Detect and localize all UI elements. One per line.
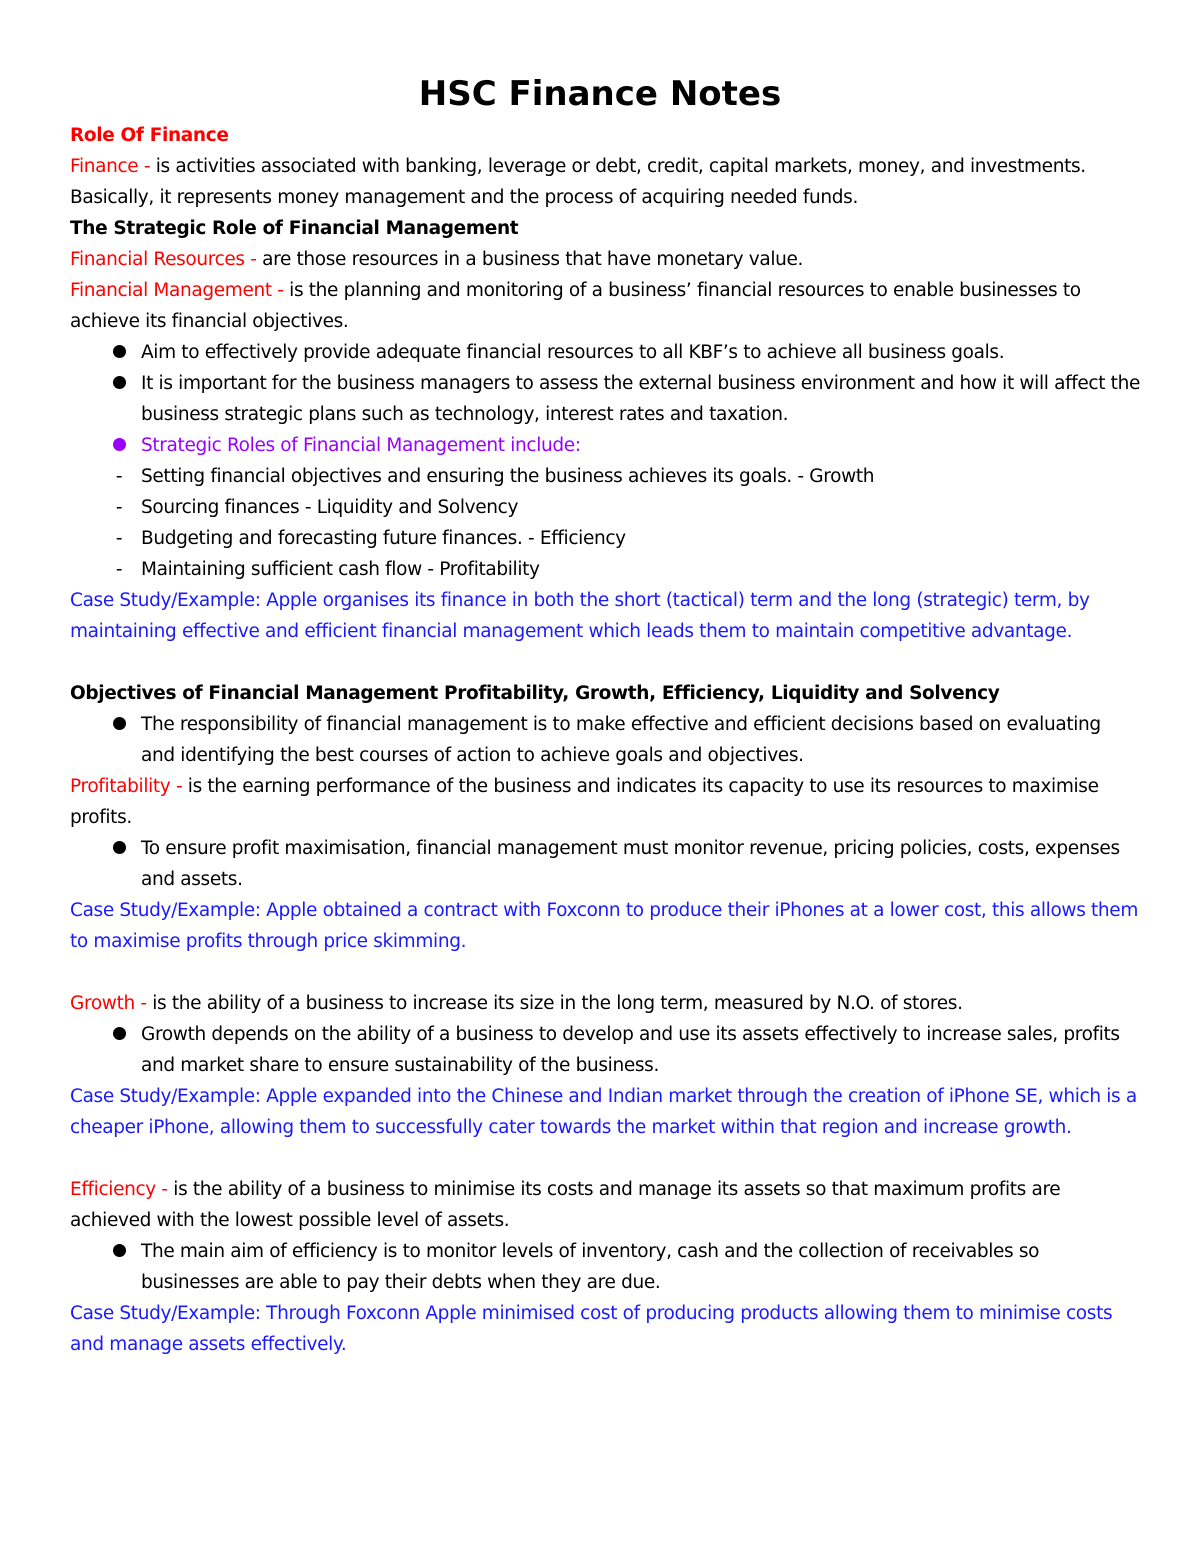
efficiency-def-text: is the ability of a business to minimise its costs and manage its assets so that maximum profits are achieved with the lowest possible level of assets. — [70, 1179, 1061, 1231]
financial-management-def-text: is the planning and monitoring of a business’ financial resources to enable businesses to achieve its financial objectives. — [70, 280, 1081, 332]
case-study-iphone-se: Case Study/Example: Apple expanded into the Chinese and Indian market through the creation of iPhone SE, which is a cheaper iPhone, allowing them to successfully cater towards the market within that region and increase growth. — [70, 1086, 1137, 1138]
strategic-role-heading: The Strategic Role of Financial Management — [70, 218, 519, 239]
profitability-def-text: is the earning performance of the business and indicates its capacity to use its resources to maximise profits. — [70, 776, 1099, 828]
list-item — [70, 337, 1140, 368]
dash-item-text: Maintaining sufficient cash flow - Profitability — [141, 559, 540, 580]
spacer — [70, 647, 1140, 678]
dash-item-text: Budgeting and forecasting future finances. - Efficiency — [141, 528, 626, 549]
growth-definition — [70, 988, 1140, 1019]
case-study-apple-strategy: Case Study/Example: Apple organises its finance in both the short (tactical) term and the long (strategic) term, by maintaining effective and efficient financial management which leads them to maintain competitive advantage. — [70, 590, 1090, 642]
case-study-foxconn-contract: Case Study/Example: Apple obtained a contract with Foxconn to produce their iPhones at a lower cost, this allows them to maximise profits through price skimming. — [70, 900, 1138, 952]
spacer — [70, 1143, 1140, 1174]
list-item — [70, 430, 1140, 461]
bullet-icon — [107, 430, 131, 461]
growth-term: Growth - — [70, 993, 147, 1014]
dash-list-item — [70, 492, 1140, 523]
financial-resources-term: Financial Resources - — [70, 249, 257, 270]
dash-icon: - — [115, 559, 123, 580]
list-item — [70, 709, 1140, 771]
dash-list-item — [70, 554, 1140, 585]
financial-resources-def-text: are those resources in a business that have monetary value. — [256, 249, 804, 270]
efficiency-definition — [70, 1174, 1140, 1236]
bullet-icon — [107, 1236, 131, 1267]
list-item — [70, 1236, 1140, 1298]
spacer — [70, 957, 1140, 988]
bullet-icon — [107, 833, 131, 864]
finance-term: Finance - — [70, 156, 151, 177]
dash-list-item — [70, 461, 1140, 492]
bullet-icon — [107, 337, 131, 368]
growth-def-text: is the ability of a business to increase its size in the long term, measured by N.O. of stores. — [146, 993, 963, 1014]
list-item-text: The main aim of efficiency is to monitor levels of inventory, cash and the collection of receivables so businesses are able to pay their debts when they are due. — [141, 1241, 1040, 1293]
dash-item-text: Setting financial objectives and ensuring the business achieves its goals. - Growth — [141, 466, 875, 487]
dash-icon: - — [115, 528, 123, 549]
document-body — [70, 120, 1140, 1360]
dash-icon: - — [115, 466, 123, 487]
dash-icon: - — [115, 497, 123, 518]
list-item-text: Aim to effectively provide adequate financial resources to all KBF’s to achieve all business goals. — [141, 342, 1005, 363]
list-item-text: To ensure profit maximisation, financial management must monitor revenue, pricing policies, costs, expenses and assets. — [141, 838, 1120, 890]
bullet-icon — [107, 368, 131, 399]
finance-def-text: is activities associated with banking, leverage or debt, credit, capital markets, money, and investments. Basically, it represents money management and the process of acquiring needed funds. — [70, 156, 1086, 208]
dash-list-item — [70, 523, 1140, 554]
financial-management-term: Financial Management - — [70, 280, 284, 301]
objectives-heading: Objectives of Financial Management Profitability, Growth, Efficiency, Liquidity and Solvency — [70, 683, 1000, 704]
financial-resources-definition — [70, 244, 1140, 275]
bullet-icon — [107, 709, 131, 740]
list-item-text: Growth depends on the ability of a business to develop and use its assets effectively to increase sales, profits and market share to ensure sustainability of the business. — [141, 1024, 1120, 1076]
list-item — [70, 833, 1140, 895]
document-title: HSC Finance Notes — [418, 74, 782, 114]
bullet-icon — [107, 1019, 131, 1050]
efficiency-term: Efficiency - — [70, 1179, 168, 1200]
case-study-foxconn-costs: Case Study/Example: Through Foxconn Apple minimised cost of producing products allowing them to minimise costs and manage assets effectively. — [70, 1303, 1113, 1355]
finance-definition — [70, 151, 1140, 213]
list-item — [70, 1019, 1140, 1081]
dash-item-text: Sourcing finances - Liquidity and Solvency — [141, 497, 519, 518]
profitability-term: Profitability - — [70, 776, 183, 797]
list-item-text: The responsibility of financial management is to make effective and efficient decisions based on evaluating and identifying the best courses of action to achieve goals and objectives. — [141, 714, 1101, 766]
financial-management-definition — [70, 275, 1140, 337]
profitability-definition — [70, 771, 1140, 833]
list-item-text: Strategic Roles of Financial Management include: — [141, 435, 581, 456]
list-item-text: It is important for the business managers to assess the external business environment and how it will affect the business strategic plans such as technology, interest rates and taxation. — [141, 373, 1140, 425]
list-item — [70, 368, 1140, 430]
role-of-finance-heading: Role Of Finance — [70, 125, 229, 146]
